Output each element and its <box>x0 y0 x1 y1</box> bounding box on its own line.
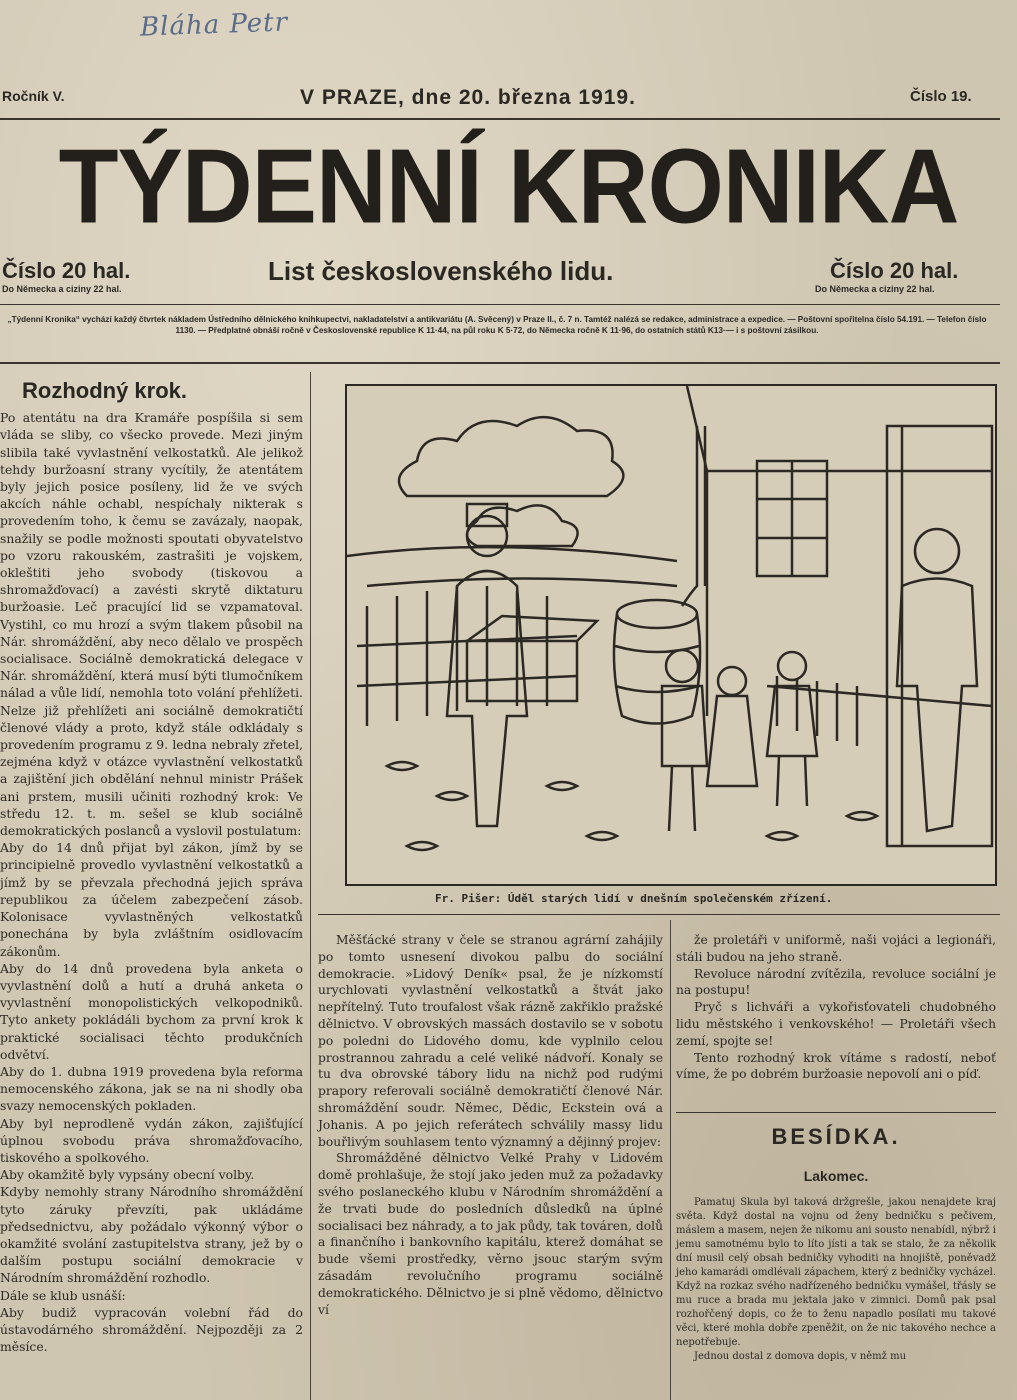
column-rule-left <box>310 372 311 1400</box>
article-continuation <box>318 932 663 1318</box>
issue-number: Číslo 19. <box>910 88 972 105</box>
feuilleton-story <box>676 1196 996 1364</box>
article-paragraph: Tento rozhodný krok vítáme s radostí, neboť víme, že po dobrém buržoasie nepovolí ani o píď. <box>676 1050 996 1082</box>
article-conclusion <box>676 932 996 1083</box>
masthead-divider-mid <box>0 304 1000 305</box>
article-paragraph: Aby byl neprodleně vydán zákon, zajišťující úplnou svobodu práva shromažďovacího, tiskového a spolkového. <box>0 1115 303 1165</box>
article-paragraph: Pryč s lichváři a vykořisťovateli chudobného lidu městského i venkovského! — Proletáři všech zemí, spojte se! <box>676 1000 996 1048</box>
man-head <box>915 529 959 573</box>
article-paragraph: Aby do 14 dnů přijat byl zákon, jímž by se principielně provedlo vyvlastnění velkostatků a jímž by se převzala přechodná jejich správa republikou za účelem zabezpečení zásob. Kolonisace vyvlastněných velkostatků ponechána by byla zvláštním osidlovacím zákonům. <box>0 840 303 959</box>
price-left: Číslo 20 hal. <box>2 258 131 283</box>
volume-label: Ročník V. <box>2 88 65 104</box>
illustration-caption: Fr. Pišer: Úděl starých lidí v dnešním společenském zřízení. <box>435 892 833 905</box>
story-paragraph: Jednou dostal z domova dopis, v němž mu <box>694 1351 907 1362</box>
story-paragraph: Pamatuj Skula byl taková držgrešle, jakou nenajdete kraj světa. Když dostal na vojnu od ženy bedničku s pečivem, máslem a masem, nejen že nikomu ani sousto nenabídl, nýbrž i jemu samotnému bylo to líto jísti a tak se stalo, že za několik dní musil celý obsah bedničky vyhoditi na hnojiště, poněvadž jeho kamarádi omdlévali zápachem, který z bedničky vycházel. Když na rozkaz svého nadřízeného bedničku vymášel, třásly se mu ruce a brada mu jektala jako v zimnici. Domů pak psal rozhořčený dopis, co že to ženu napadlo posílati mu takové věci, které mohla dobře zpeněžit, on že nic takového nechce a nepotřebuje. <box>676 1197 996 1348</box>
cartoon-drawing <box>347 386 995 884</box>
newspaper-title: TÝDENNÍ KRONIKA <box>58 126 959 246</box>
masthead-divider-top <box>0 118 1000 120</box>
dateline: V PRAZE, dne 20. března 1919. <box>300 86 636 109</box>
price-left-foreign: Do Německa a ciziny 22 hal. <box>2 284 122 294</box>
cloud <box>399 417 623 496</box>
article-paragraph: Dále se klub usnáší: <box>0 1287 126 1303</box>
article-paragraph: Měšťácké strany v čele se stranou agrární zahájily po tomto usnesení divokou palbu do sociální demokracie. »Lidový Deník« psal, že je nízkomstí urychlovati vyvlastnění velkostatků a štvát jako nepřítelný. Tuto troufalost však rázně zakřiklo pražské dělnictvo. V obrovských massách dostavilo se v sobotu po poledni do Lidového domu, kde vyplnilo celou prostrannou zahradu a celé veliké nádvoří. Konaly se tu dva obrovské tábory lidu na nichž pod rudými prapory referovali sociálně demokratičtí členové Nár. shromáždění soudr. Němec, Dědic, Eckstein ová a Johanis. A po jejich referátech schválily massy lidu bouřlivým souhlasem tento významný a dějinný projev: <box>318 933 663 1149</box>
article-paragraph: Aby do 1. dubna 1919 provedena byla reforma nemocenského zákona, jak se na ni shodly oba svazy nemocenských pokladen. <box>0 1063 303 1114</box>
caption-divider <box>318 914 1000 915</box>
article-paragraph: Aby budiž vypracován volební řád do ústavodárného shromáždění. Nejpozději za 2 měsíce. <box>0 1304 303 1355</box>
column-rule-right <box>670 920 671 1400</box>
article-paragraph: Aby do 14 dnů provedena byla anketa o vyvlastnění dolů a hutí a druhá anketa o vyvlastnění monopolistických velkopodniků. Tyto ankety pokládáli bychom za první krok k praktické socialisaci těchto produkčních odvětví. <box>0 960 303 1062</box>
masthead-divider-bottom <box>0 362 1000 364</box>
handwritten-signature: Bláha Petr <box>139 7 289 43</box>
imprint-notice: „Týdenní Kronika“ vychází každý čtvrtek nákladem Ústředního dělnického knihkupectví, nakladatelství a antikvariátu (A. Svěcený) v Praze II., č. 7 n. Tamtéž nalézá se redakce, administrace a expedice. — Poštovní spořitelna číslo 54.191. — Telefon číslo 1130. — Předplatné obnáší ročně v Československé republice K 11·44, na půl roku K 5·72, do Německa ročně K 11·96, do ostatních států K13·— i s poštovní zásilkou. <box>7 315 987 335</box>
article-heading: Rozhodný krok. <box>22 378 188 403</box>
price-right-foreign: Do Německa a ciziny 22 hal. <box>815 284 935 294</box>
article-paragraph: že proletáři v uniformě, naši vojáci a legionáři, stáli budou na jeho straně. <box>676 933 996 964</box>
article-paragraph: Aby okamžitě byly vypsány obecní volby. <box>0 1167 255 1183</box>
article-paragraph: Po atentátu na dra Kramáře pospíšila si sem vláda se sliby, co všecko provede. Mezi jiným slibila také vyvlastnění velkostatků. Ale jelikož tehdy buržoasní strany vycítily, že atentátem byly jejich posice posíleny, lid že ve svých akcích náhle ochabl, nespíchaly nikterak s provedením toho, k čemu se zavázaly, naopak, snažily se podle možnosti spoutati obyvatelstvo po vzoru rakouském, zastrašiti je vojskem, okleštiti jeho svobody (tiskovou a shromažďovací) a zavésti skrytě diktaturu buržoasie. Leč pracující lid se vzpamatoval. Vystihl, co mu hrozí a svým tlakem působil na Nár. shromáždění, aby neco dělalo ve prospěch socialisace. Sociálně demokratická delegace v Nár. shromáždění, která musí býti tlumočníkem nálad a vůle lidí, nemohla toto volání přehlížeti. Nelze již přehlížeti ani sociálně demokratičtí členové vlády a proto, když stále odkládaly s provedením programu z 9. ledna nebraly zřetel, zejména když v otázce vyvlastnění velkostatků a zajištění jich obdělání nehnul ministr Prášek ani prstem, musili učiniti rozhodný krok: Ve středu 12. t. m. sešel se klub sociálně demokratických poslanců a vyslovil postulatum: <box>0 410 303 839</box>
feuilleton-heading: BESÍDKA. <box>771 1124 901 1149</box>
story-title: Lakomec. <box>803 1168 869 1184</box>
feuilleton-divider <box>676 1112 996 1113</box>
old-man-head <box>467 516 507 556</box>
cartoon-illustration <box>345 384 997 886</box>
lead-article <box>0 378 303 1355</box>
article-paragraph: Shromážděné dělnictvo Velké Prahy v Lidovém domě prohlašuje, že stojí jako jeden muž za požadavky svého poslaneckého klubu v Národním shromáždění a že trvati bude do posledních důsledků na úplné socialisaci bez náhrady, a to jak půdy, tak továren, dolů a finančního i bankovního kapitálu, kterež domáhat se bude všemi prostředky, věrno jsouc starým svým zásadám revolučního programu sociálně demokratického. Dělnictvo je si plně vědomo, dělnictvo ví <box>318 1151 663 1317</box>
newspaper-subtitle: List československého lidu. <box>268 256 614 286</box>
masthead-meta-row <box>0 86 1017 112</box>
price-right: Číslo 20 hal. <box>830 258 959 283</box>
article-paragraph: Revoluce národní zvítězila, revoluce sociální je na postupu! <box>676 966 996 998</box>
article-paragraph: Kdyby nemohly strany Národního shromáždění tyto záruky převzíti, pak ukládáme předsednictvu, aby požádalo výkonný výbor o okamžité svolání zastupitelstva strany, jež by o dalším postupu sociální demokracie v Národním shromáždění rozhodlo. <box>0 1184 303 1286</box>
